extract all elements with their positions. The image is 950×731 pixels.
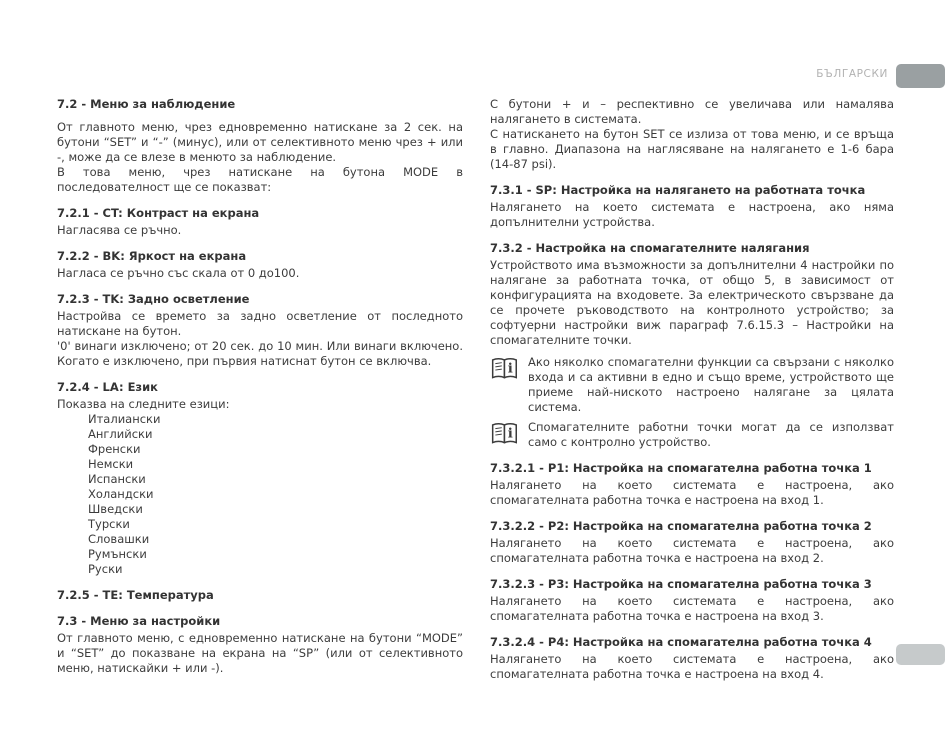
section-title-7-3-2-1: 7.3.2.1 - P1: Настройка на спомагателна работна точка 1 xyxy=(490,461,872,475)
list-item: Шведски xyxy=(88,502,143,516)
list-item: Холандски xyxy=(88,487,154,501)
note xyxy=(490,355,894,415)
book-info-icon xyxy=(490,355,528,382)
list-item: Румънски xyxy=(88,547,147,561)
list-item: Италиански xyxy=(88,412,161,426)
svg-text:i: i xyxy=(507,360,513,377)
paragraph: Показва на следните езици: xyxy=(57,397,230,411)
paragraph: С бутони + и – респективно се увеличава или намалява налягането в системата. xyxy=(490,97,894,126)
notes-block xyxy=(490,355,894,450)
svg-text:i: i xyxy=(507,425,513,442)
section-title-7-2-5: 7.2.5 - TE: Температура xyxy=(57,588,214,602)
section-title-7-3-2-4: 7.3.2.4 - P4: Настройка на спомагателна работна точка 4 xyxy=(490,635,872,649)
list-item: Испански xyxy=(88,472,146,486)
page-edge-tab-top xyxy=(896,64,945,88)
paragraph: От главното меню, чрез едновременно натискане за 2 сек. на бутони “SET” и “-” (минус), или от селективното меню чрез + или -, може да се влезе в менюто за наблюдение. xyxy=(57,120,463,164)
paragraph: С натискането на бутон SET се излиза от това меню, и се връща в главно. Диапазона на наглясяване на налягането е 1-6 бара (14-87 psi). xyxy=(490,127,894,171)
section-title-7-2-2: 7.2.2 - BK: Яркост на екрана xyxy=(57,249,247,263)
paragraph: Налягането на което системата е настроена, ако няма допълнителни устройства. xyxy=(490,200,894,229)
language-list xyxy=(88,412,463,577)
right-column xyxy=(490,97,894,682)
section-title-7-3-1: 7.3.1 - SP: Настройка на налягането на работната точка xyxy=(490,183,866,197)
section-title-7-3-2-3: 7.3.2.3 - P3: Настройка на спомагателна работна точка 3 xyxy=(490,577,872,591)
book-info-icon xyxy=(490,420,528,447)
section-title-7-2-4: 7.2.4 - LA: Език xyxy=(57,380,158,394)
note-text: Ако няколко спомагателни функции са свързани с няколко входа и са активни в едно и също време, устройството ще приеме най-ниското настроено налягане за цялата система. xyxy=(528,355,894,414)
paragraph: Нагласява се ръчно. xyxy=(57,223,182,237)
list-item: Словашки xyxy=(88,532,150,546)
paragraph: Налягането на което системата е настроена, ако спомагателната работна точка е настроена на вход 3. xyxy=(490,594,894,623)
language-label: БЪЛГАРСКИ xyxy=(816,68,888,80)
paragraph: Налягането на което системата е настроена, ако спомагателната работна точка е настроена на вход 2. xyxy=(490,536,894,565)
paragraph: От главното меню, с едновременно натискане на бутони “MODE” и “SET” до показване на екрана на “SP” (или от селективното меню, натискайки + или -). xyxy=(57,631,463,675)
note xyxy=(490,420,894,450)
paragraph: Настройва се времето за задно осветление от последното натискане на бутон. xyxy=(57,309,463,338)
page-edge-tab-bottom xyxy=(896,644,945,665)
paragraph: В това меню, чрез натискане на бутона MODE в последователност ще се показват: xyxy=(57,165,463,194)
paragraph: Устройството има възможности за допълнителни 4 настройки по налягане за работната точка, от общо 5, в зависимост от конфигурацията на входовете. За електрическото свързване да се прочете ръководството на контролното устройство; за софтуерни настройки виж параграф 7.6.15.3 – Настройки на спомагателните точки. xyxy=(490,258,894,347)
paragraph: Налягането на което системата е настроена, ако спомагателната работна точка е настроена на вход 1. xyxy=(490,478,894,507)
paragraph: Налягането на което системата е настроена, ако спомагателната работна точка е настроена на вход 4. xyxy=(490,652,894,681)
paragraph: Нагласа се ръчно със скала от 0 до100. xyxy=(57,266,300,280)
section-title-7-3-2-2: 7.3.2.2 - P2: Настройка на спомагателна работна точка 2 xyxy=(490,519,872,533)
section-title-7-3: 7.3 - Меню за настройки xyxy=(57,614,221,628)
list-item: Английски xyxy=(88,427,153,441)
note-text: Спомагателните работни точки могат да се използват само с контролно устройство. xyxy=(528,420,894,449)
list-item: Руски xyxy=(88,562,123,576)
section-title-7-2: 7.2 - Меню за наблюдение xyxy=(57,97,236,111)
section-title-7-2-1: 7.2.1 - CT: Контраст на екрана xyxy=(57,206,260,220)
paragraph: '0' винаги изключено; от 20 сек. до 10 мин. Или винаги включено. Когато е изключено, при първия натиснат бутон се включва. xyxy=(57,339,463,368)
list-item: Немски xyxy=(88,457,134,471)
list-item: Френски xyxy=(88,442,141,456)
list-item: Турски xyxy=(88,517,130,531)
section-title-7-3-2: 7.3.2 - Настройка на спомагателните налягания xyxy=(490,241,810,255)
left-column xyxy=(57,97,463,676)
section-title-7-2-3: 7.2.3 - TK: Задно осветление xyxy=(57,292,250,306)
